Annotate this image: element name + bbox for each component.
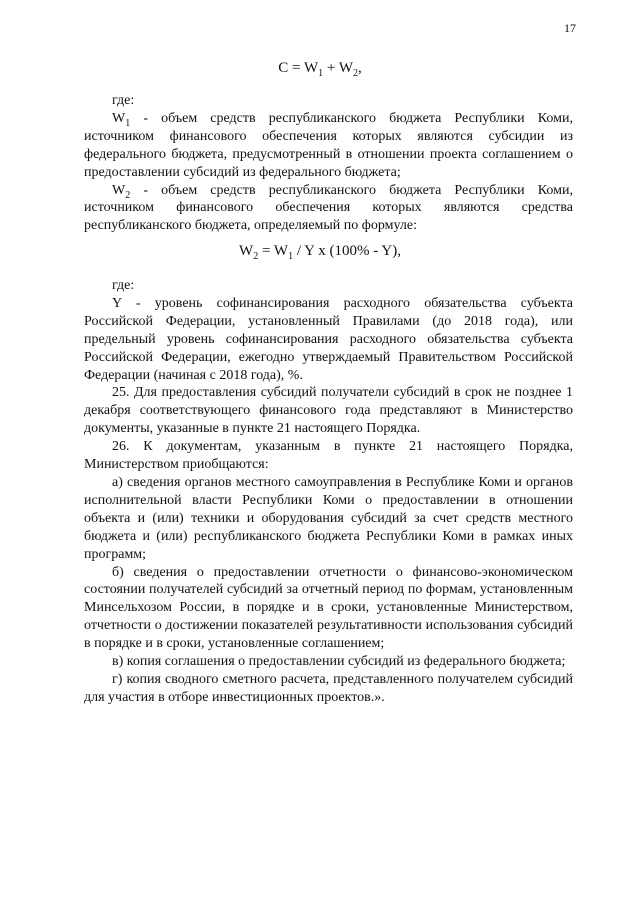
formula-w2-sub1: 2 [253, 251, 259, 262]
formula-w2-c: / Y x (100% - Y), [293, 243, 401, 259]
item-c: в) копия соглашения о предоставлении субсидий из федерального бюджета; [112, 654, 566, 670]
paragraph-26: 26. К документам, указанным в пункте 21 настоящего Порядка, Министерством приобщаются: [84, 439, 573, 473]
formula-w2-sub2: 1 [288, 251, 294, 262]
w2-definition [84, 182, 573, 236]
item-d: г) копия сводного сметного расчета, представленного получателем субсидий для участия в отборе инвестиционных проектов.». [84, 671, 573, 705]
formula-c-lhs: C = W [278, 60, 319, 76]
formula-w2-b: = W [258, 243, 289, 259]
definitions-block-2 [84, 277, 573, 707]
w2-symbol: W [112, 182, 126, 198]
formula-c-sub2: 2 [352, 68, 358, 79]
formula-c-mid: + W [323, 60, 353, 76]
item-a: а) сведения органов местного самоуправления в Республике Коми и органов исполнительной власти Республики Коми о предоставлении в отношении объекта и (или) техники и оборудования субсидий за счет средств местного бюджета и (или) республиканского бюджета Республики Коми в рамках иных программ; [84, 474, 573, 562]
where-label-1: где: [112, 93, 135, 108]
w1-symbol: W [112, 110, 126, 126]
formula-c-sub1: 1 [318, 68, 324, 79]
definitions-block-1 [84, 92, 573, 235]
w1-text: - объем средств республиканского бюджета Республики Коми, источником финансового обеспечения которых являются субсидии из федерального бюджета, предусмотренный в отношении проекта соглашением о предоставлении субсидий из федерального бюджета; [84, 110, 573, 180]
formula-w2 [0, 243, 640, 262]
formula-w2-a: W [239, 243, 254, 259]
item-b: б) сведения о предоставлении отчетности о финансово-экономическом состоянии получателей субсидий за отчетный период по формам, установленным Минсельхозом России, в порядке и в сроки, установленные Министерством, отчетности о достижении показателей результативности использования субсидий в порядке и в сроки, установленные соглашением; [84, 564, 573, 652]
formula-c [0, 60, 640, 79]
formula-c-tail: , [357, 60, 362, 76]
w1-definition [84, 110, 573, 182]
y-definition: Y - уровень софинансирования расходного обязательства субъекта Российской Федерации, установленный Правилами (до 2018 года), или предельный уровень софинансирования расходного обязательства субъекта Российской Федерации, ежегодно утверждаемый Правительством Российской Федерации (начиная с 2018 года), %. [84, 295, 573, 383]
paragraph-25: 25. Для предоставления субсидий получатели субсидий в срок не позднее 1 декабря соответствующего финансового года представляют в Министерство документы, указанные в пункте 21 настоящего Порядка. [84, 385, 573, 437]
w2-subscript: 2 [125, 189, 131, 201]
page-number: 17 [564, 21, 576, 35]
w1-subscript: 1 [125, 117, 131, 129]
w2-text: - объем средств республиканского бюджета Республики Коми, источником финансового обеспечения которых являются средства республиканского бюджета, определяемый по формуле: [84, 182, 573, 234]
where-label-2: где: [112, 278, 135, 293]
